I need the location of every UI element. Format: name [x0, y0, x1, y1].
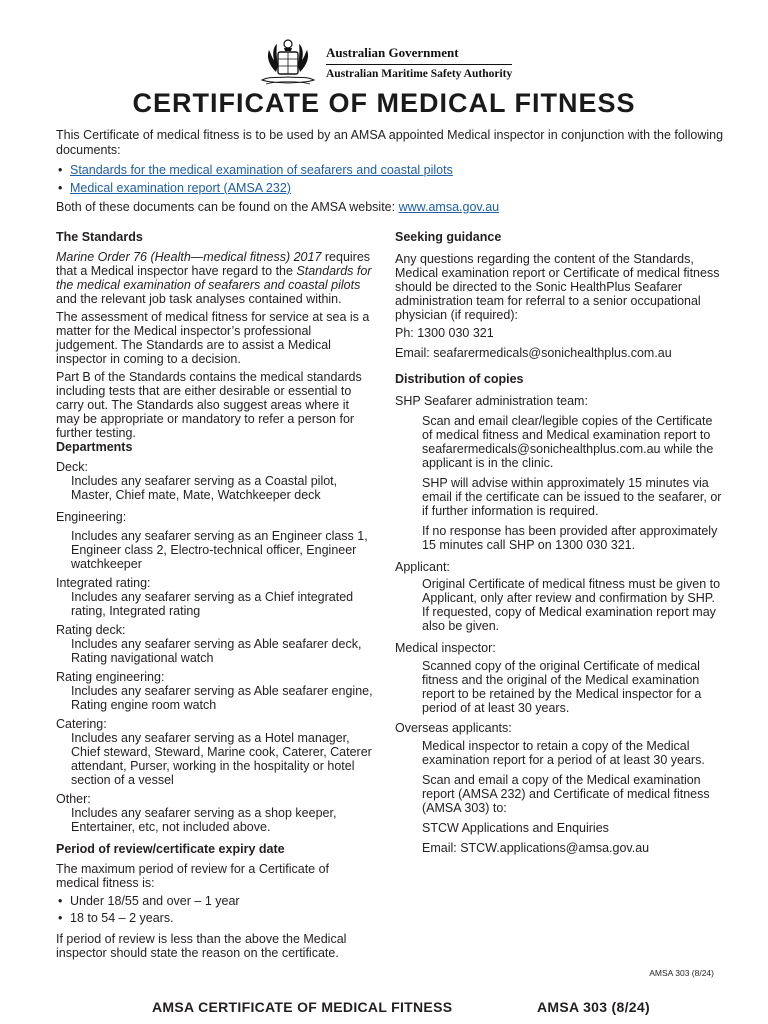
dept-rating-eng-text: Includes any seafarer serving as Able seafarer engine, Rating engine room watch [71, 684, 373, 712]
standards-paragraph-3: Part B of the Standards contains the medical standards including tests that are either desirable or essential to carry out. The Standards also suggest areas where it may be appropriate or mandatory to refer a person for further testing. [56, 370, 362, 440]
bullet-icon: • [58, 911, 63, 925]
agency-name: Australian Maritime Safety Authority [326, 67, 513, 80]
standards-link[interactable]: Standards for the medical examination of seafarers and coastal pilots [70, 163, 453, 177]
coat-of-arms-logo [256, 36, 320, 90]
dept-deck-text: Includes any seafarer serving as a Coastal pilot, Master, Chief mate, Mate, Watchkeeper deck [71, 474, 338, 502]
intro-section [56, 128, 726, 215]
list-item [56, 894, 374, 908]
list-item [56, 911, 374, 925]
medical-inspector-text: Scanned copy of the original Certificate of medical fitness and the original of the Medical examination report to be retained by the Medical inspector for a period of at least 30 years. [422, 659, 702, 715]
intro-text: This Certificate of medical fitness is to be used by an AMSA appointed Medical inspector in conjunction with the following documents: [56, 128, 724, 157]
footer-form-code: AMSA 303 (8/24) [537, 999, 650, 1015]
standards-paragraph-2: The assessment of medical fitness for service at sea is a matter for the Medical inspector’s professional judgement. The Standards are to assist a Medical inspector in coming to a decision. [56, 310, 370, 366]
overseas-paragraph-4: Email: STCW.applications@amsa.gov.au [422, 841, 650, 855]
overseas-paragraph-2: Scan and email a copy of the Medical examination report (AMSA 232) and Certificate of medical fitness (AMSA 303) to: [422, 773, 710, 815]
website-prefix: Both of these documents can be found on the AMSA website: [56, 200, 399, 214]
guidance-paragraph: Any questions regarding the content of the Standards, Medical examination report or Certificate of medical fitness should be directed to the Sonic HealthPlus Seafarer administration team for referral to a senior occupational physician (if required): [395, 252, 720, 322]
period-paragraph-2: If period of review is less than the above the Medical inspector should state the reason on the certificate. [56, 932, 347, 960]
form-code-footnote: AMSA 303 (8/24) [649, 968, 714, 978]
medical-inspector-label: Medical inspector: [395, 641, 496, 655]
dept-engineering-text: Includes any seafarer serving as an Engineer class 1, Engineer class 2, Electro-technical officer, Engineer watchkeeper [71, 529, 368, 571]
applicant-text: Original Certificate of medical fitness must be given to Applicant, only after review and confirmation by SHP. If requested, copy of Medical examination report may also be given. [422, 577, 721, 633]
period-bullet-text: 18 to 54 – 2 years. [70, 911, 174, 925]
left-column [56, 230, 374, 964]
government-header [256, 36, 512, 90]
dept-catering-label: Catering: [56, 717, 107, 731]
distribution-heading: Distribution of copies [395, 372, 524, 386]
dept-deck-label: Deck: [56, 460, 88, 474]
dept-other-label: Other: [56, 792, 91, 806]
period-heading: Period of review/certificate expiry date [56, 842, 285, 856]
overseas-paragraph-1: Medical inspector to retain a copy of the Medical examination report for a period of at least 30 years. [422, 739, 705, 767]
dept-rating-deck-text: Includes any seafarer serving as Able seafarer deck, Rating navigational watch [71, 637, 362, 665]
standards-heading: The Standards [56, 230, 143, 244]
period-bullet-text: Under 18/55 and over – 1 year [70, 894, 240, 908]
text-span: requires that a Medical inspector have regard to the [56, 250, 371, 278]
right-column [395, 230, 725, 859]
guidance-email: Email: seafarermedicals@sonichealthplus.com.au [395, 346, 672, 360]
applicant-label: Applicant: [395, 560, 450, 574]
period-paragraph-1: The maximum period of review for a Certificate of medical fitness is: [56, 862, 330, 890]
standards-ref: Standards for the medical examination of seafarers and coastal pilots [56, 264, 372, 292]
overseas-label: Overseas applicants: [395, 721, 512, 735]
text-span: and the relevant job task analyses contained within. [56, 292, 342, 306]
page-title: CERTIFICATE OF MEDICAL FITNESS [132, 88, 636, 118]
overseas-paragraph-3: STCW Applications and Enquiries [422, 821, 609, 835]
shp-label: SHP Seafarer administration team: [395, 394, 588, 408]
shp-paragraph-2: SHP will advise within approximately 15 minutes via email if the certificate can be issued to the seafarer, or if further information is required. [422, 476, 722, 518]
shp-paragraph-1: Scan and email clear/legible copies of the Certificate of medical fitness and Medical examination report to seafarermedicals@sonichealthplus.com.au while the applicant is in the clinic. [422, 414, 714, 470]
shp-paragraph-3: If no response has been provided after approximately 15 minutes call SHP on 1300 030 321. [422, 524, 718, 552]
list-item [56, 162, 726, 178]
dept-catering-text: Includes any seafarer serving as a Hotel manager, Chief steward, Steward, Marine cook, Caterer, Caterer attendant, Purser, working in the hospitality or hotel section of a vessel [71, 731, 372, 787]
dept-integrated-text: Includes any seafarer serving as a Chief integrated rating, Integrated rating [71, 590, 354, 618]
dept-integrated-label: Integrated rating: [56, 576, 151, 590]
guidance-phone: Ph: 1300 030 321 [395, 326, 494, 340]
dept-engineering-label: Engineering: [56, 510, 127, 524]
footer-title: AMSA CERTIFICATE OF MEDICAL FITNESS [152, 999, 453, 1015]
standards-paragraph-1 [56, 250, 374, 306]
list-item [56, 180, 726, 196]
medical-report-link[interactable]: Medical examination report (AMSA 232) [70, 181, 291, 195]
departments-heading: Departments [56, 440, 133, 454]
dept-rating-eng-label: Rating engineering: [56, 670, 165, 684]
amsa-website-link[interactable]: www.amsa.gov.au [398, 200, 500, 214]
website-note [56, 200, 726, 215]
bullet-icon: • [58, 894, 63, 908]
bullet-icon: • [58, 163, 63, 177]
dept-rating-deck-label: Rating deck: [56, 623, 126, 637]
bullet-icon: • [58, 181, 63, 195]
marine-order-ref: Marine Order 76 (Health—medical fitness) 2017 [56, 250, 322, 264]
government-name: Australian Government [326, 45, 512, 65]
guidance-heading: Seeking guidance [395, 230, 502, 244]
dept-other-text: Includes any seafarer serving as a shop keeper, Entertainer, etc, not included above. [71, 806, 337, 834]
